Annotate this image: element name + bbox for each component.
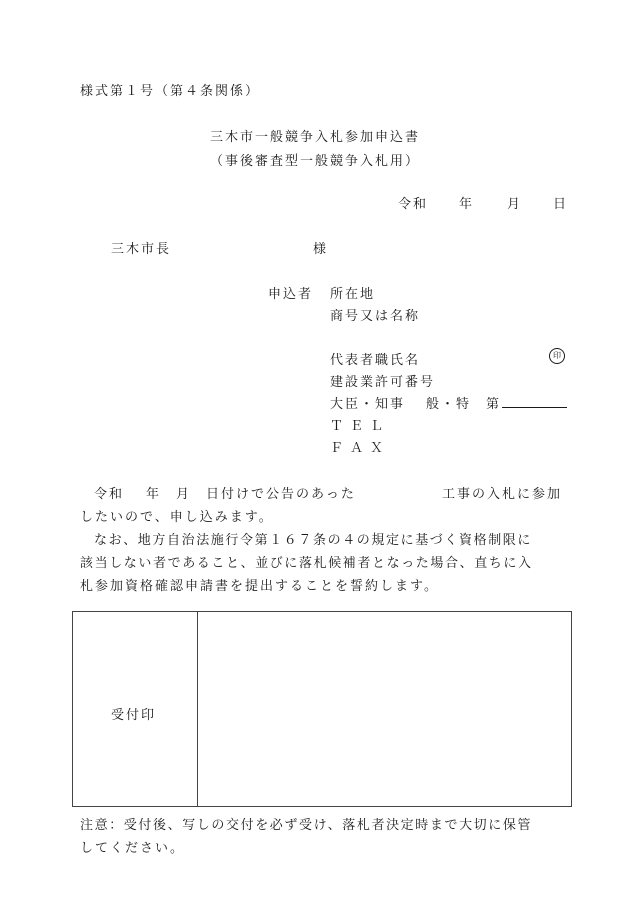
date-year: 年: [459, 197, 475, 212]
body-era: 令和: [94, 487, 125, 502]
applicant-address-label: 所在地: [330, 287, 376, 302]
license-number-underline: [502, 407, 567, 408]
body-line-2: したいので、申し込みます。: [80, 510, 274, 525]
license-number-label: 建設業許可番号: [330, 375, 436, 390]
form-subtitle: （事後審査型一般競争入札用）: [209, 154, 420, 169]
addressee-honorific: 様: [313, 242, 329, 257]
license-kind: 般・特: [426, 397, 472, 412]
note-line-2: してください。: [80, 841, 186, 856]
body-work-text: 工事の入札に参加: [442, 487, 563, 502]
body-p2-line-3: 札参加資格確認申請書を提出することを誓約します。: [80, 579, 439, 594]
date-era: 令和: [398, 197, 429, 212]
license-number-prefix: 第: [486, 397, 502, 412]
body-month: 月: [176, 487, 192, 502]
license-authority: 大臣・知事: [330, 397, 406, 412]
applicant-label: 申込者: [268, 287, 314, 302]
date-day: 日: [553, 197, 569, 212]
body-p2-line-2: 該当しない者であること、並びに落札候補者となった場合、直ちに入: [80, 556, 533, 571]
addressee-name: 三木市長: [111, 242, 172, 257]
note-line-1: 注意：受付後、写しの交付を必ず受け、落札者決定時まで大切に保管: [80, 818, 533, 833]
stamp-box-divider: [197, 612, 198, 806]
form-number: 様式第１号（第４条関係）: [80, 84, 261, 99]
body-p2-line-1: なお、地方自治法施行令第１６７条の４の規定に基づく資格制限に: [94, 533, 533, 548]
tel-label: ＴＥＬ: [330, 419, 391, 434]
reception-stamp-box: [72, 611, 572, 807]
fax-label: ＦＡＸ: [330, 441, 391, 456]
date-month: 月: [507, 197, 523, 212]
applicant-representative-label: 代表者職氏名: [330, 353, 421, 368]
body-date-text: 日付けで公告のあった: [206, 487, 356, 502]
reception-stamp-label: 受付印: [111, 708, 157, 723]
seal-mark-icon: 印: [549, 348, 565, 364]
form-title: 三木市一般競争入札参加申込書: [209, 130, 420, 145]
body-year: 年: [146, 487, 162, 502]
applicant-company-label: 商号又は名称: [330, 309, 421, 324]
